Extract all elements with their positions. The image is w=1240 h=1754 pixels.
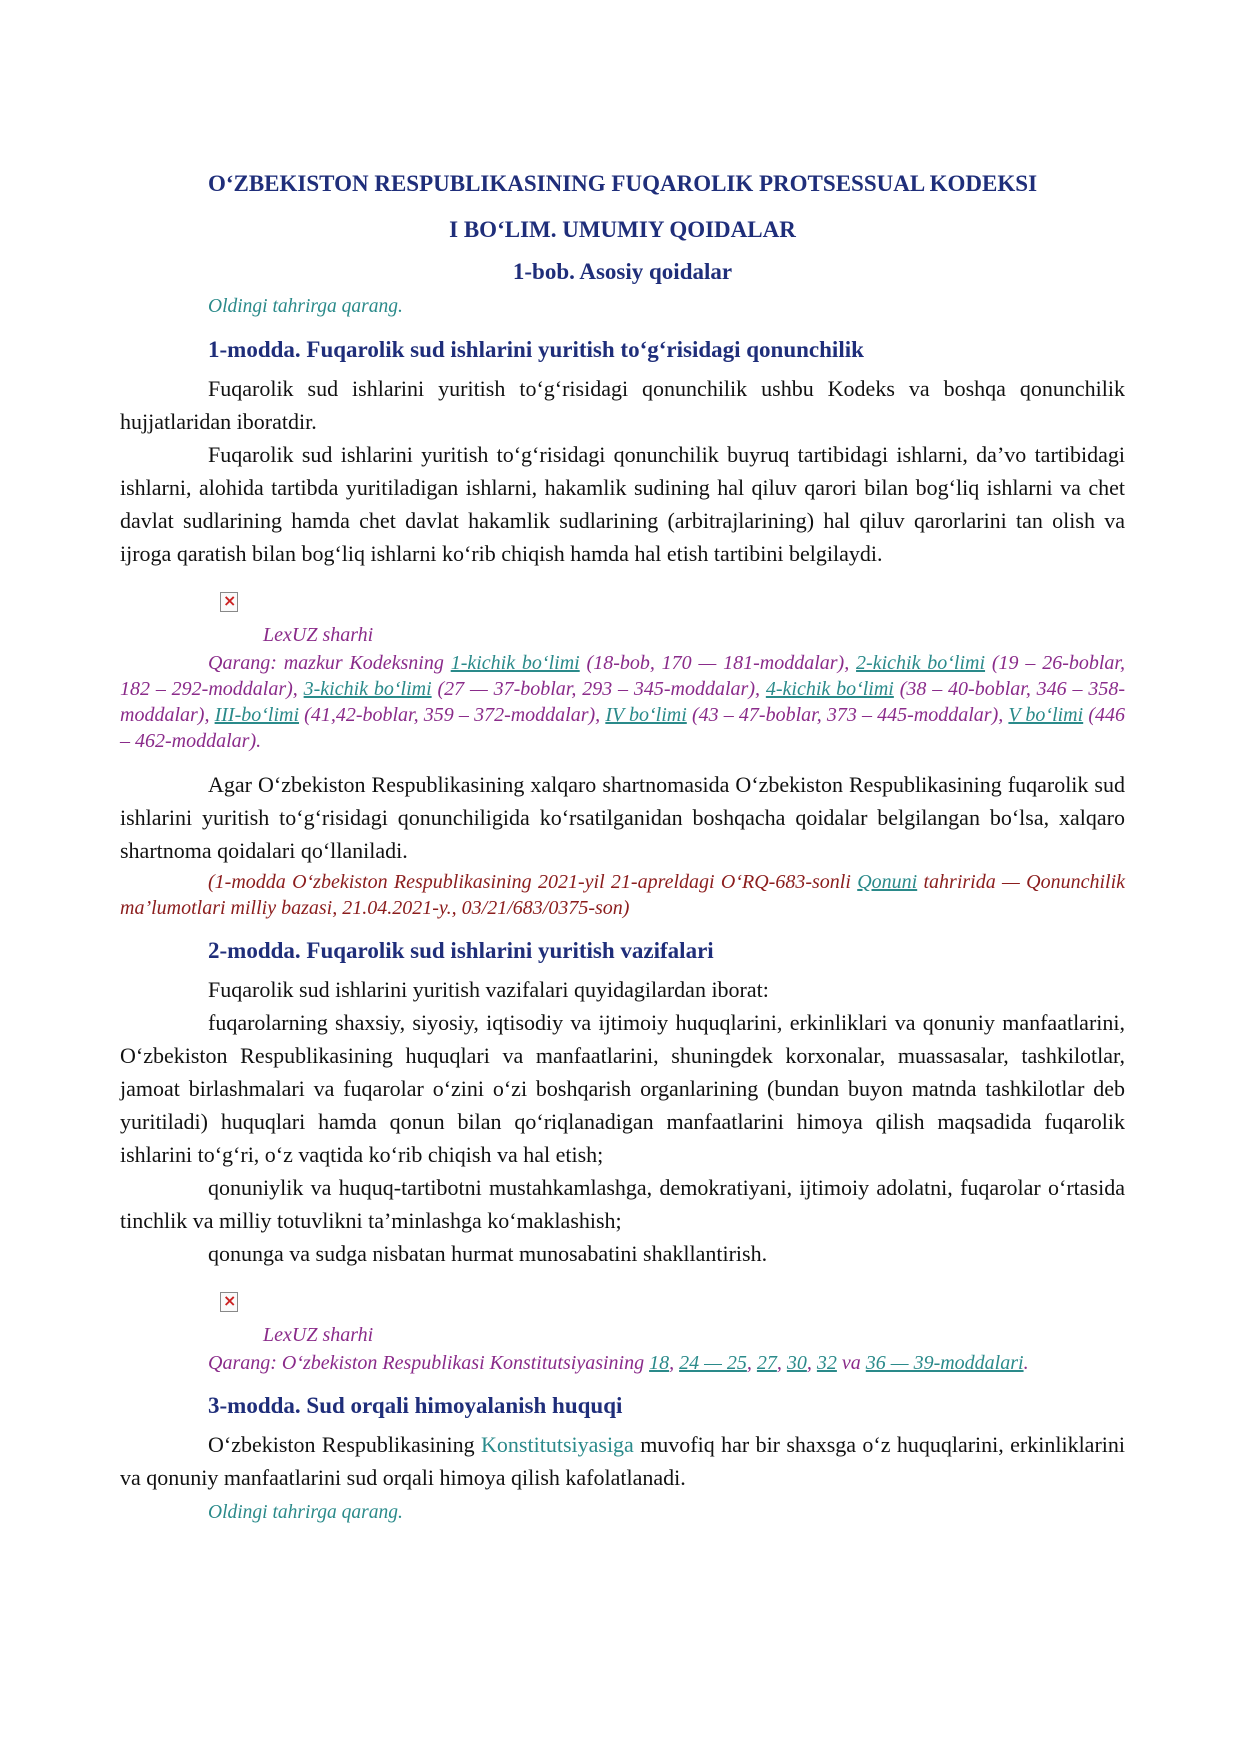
article-1-paragraph-1: Fuqarolik sud ishlarini yuritish to‘g‘risidagi qonunchilik ushbu Kodeks va boshqa qonunchilik hujjatlaridan iboratdir. xyxy=(120,376,1125,434)
link-articles-36-39[interactable]: 36 — 39-moddalari xyxy=(865,1352,1024,1374)
link-section-5[interactable]: V bo‘limi xyxy=(1008,704,1084,726)
section-title: I BO‘LIM. UMUMIY QOIDALAR xyxy=(449,217,796,242)
link-article-32[interactable]: 32 xyxy=(816,1352,837,1374)
broken-image-icon[interactable] xyxy=(220,592,238,612)
amend-text-part: (1-modda O‘zbekiston Respublikasining 2021-yil 21-apreldagi O‘RQ-683-sonli xyxy=(208,871,858,893)
see-text-part: , xyxy=(806,1352,817,1374)
see-text-part: , xyxy=(776,1352,787,1374)
link-article-18[interactable]: 18 xyxy=(649,1352,670,1374)
broken-image-icon[interactable] xyxy=(220,1292,238,1312)
see-text-part: (41,42-boblar, 359 – 372-moddalar), xyxy=(299,704,606,726)
commentary-title: LexUZ sharhi xyxy=(263,624,374,646)
previous-edition-link-2[interactable]: Oldingi tahrirga qarang. xyxy=(208,1502,403,1523)
article-3-paragraph-1 xyxy=(120,1428,1125,1494)
link-articles-24-25[interactable]: 24 — 25 xyxy=(679,1352,747,1374)
paragraph-text-part: muvofiq har bir shaxsga o‘z huquqlarini, erkinliklarini va qonuniy manfaatlarini sud orqali himoya qilish kafolatlanadi. xyxy=(120,1432,1125,1490)
article-3-title: 3-modda. Sud orqali himoyalanish huquqi xyxy=(208,1393,623,1418)
see-text-part: (19 – 26-boblar, 182 – 292-moddalar), xyxy=(120,652,1125,700)
lexuz-commentary-1 xyxy=(120,592,1125,754)
see-text-part: , xyxy=(746,1352,757,1374)
article-2-paragraph-2: fuqarolarning shaxsiy, siyosiy, iqtisodiy va ijtimoiy huquqlarini, erkinliklari va qonuniy manfaatlarini, O‘zbekiston Respublikasining huquqlari va manfaatlarini, shuningdek korxonalar, muassasalar, tashkilotlar, jamoat birlashmalari va fuqarolar o‘zini o‘zi boshqarish organlarining (bundan buyon matnda tashkilotlar deb yuritiladi) huquqlari hamda qonun bilan qo‘riqlanadigan manfaatlarini himoya qilish maqsadida fuqarolik ishlarini to‘g‘ri, o‘z vaqtida ko‘rib chiqish va hal etish; xyxy=(120,1010,1125,1167)
article-2-title: 2-modda. Fuqarolik sud ishlarini yuritish vazifalari xyxy=(208,938,714,963)
link-subsection-1[interactable]: 1-kichik bo‘limi xyxy=(450,652,580,674)
article-2-paragraph-1: Fuqarolik sud ishlarini yuritish vazifalari quyidagilardan iborat: xyxy=(208,977,769,1002)
see-text-part: . xyxy=(1023,1352,1029,1374)
commentary-see-text xyxy=(120,650,1125,754)
paragraph-text-part: O‘zbekiston Respublikasining xyxy=(208,1432,482,1457)
commentary-see-text xyxy=(120,1350,1125,1376)
see-text-part: Qarang: mazkur Kodeksning xyxy=(208,652,451,674)
commentary-title: LexUZ sharhi xyxy=(263,1324,374,1346)
document-title: O‘ZBEKISTON RESPUBLIKASINING FUQAROLIK PROTSESSUAL KODEKSI xyxy=(207,171,1038,196)
link-subsection-2[interactable]: 2-kichik bo‘limi xyxy=(856,652,986,674)
see-text-part: va xyxy=(836,1352,866,1374)
lexuz-commentary-2 xyxy=(120,1292,1125,1376)
see-text-part: (18-bob, 170 — 181-moddalar), xyxy=(579,652,857,674)
article-1-paragraph-3: Agar O‘zbekiston Respublikasining xalqaro shartnomasida O‘zbekiston Respublikasining fuqarolik sud ishlarini yuritish to‘g‘risidagi qonunchiligida ko‘rsatilganidan boshqacha qoidalar belgilangan bo‘lsa, xalqaro shartnoma qoidalari qo‘llaniladi. xyxy=(120,772,1125,863)
link-constitution[interactable]: Konstitutsiyasiga xyxy=(481,1432,634,1457)
see-text-part: (38 – 40-boblar, 346 – 358-moddalar), xyxy=(120,678,1125,726)
link-section-4[interactable]: IV bo‘limi xyxy=(605,704,687,726)
see-text-part: (43 – 47-boblar, 373 – 445-moddalar), xyxy=(686,704,1009,726)
article-1-title: 1-modda. Fuqarolik sud ishlarini yuritish to‘g‘risidagi qonunchilik xyxy=(208,337,864,362)
link-subsection-4[interactable]: 4-kichik bo‘limi xyxy=(765,678,894,700)
amend-text-part: tahririda — Qonunchilik ma’lumotlari milliy bazasi, 21.04.2021-y., 03/21/683/0375-son) xyxy=(120,871,1125,919)
see-text-part: (27 — 37-boblar, 293 – 345-moddalar), xyxy=(431,678,766,700)
article-2-paragraph-4: qonunga va sudga nisbatan hurmat munosabatini shakllantirish. xyxy=(208,1241,768,1266)
link-law[interactable]: Qonuni xyxy=(857,871,918,893)
link-article-27[interactable]: 27 xyxy=(756,1352,777,1374)
chapter-title: 1-bob. Asosiy qoidalar xyxy=(512,259,733,284)
article-1-paragraph-2: Fuqarolik sud ishlarini yuritish to‘g‘risidagi qonunchilik buyruq tartibidagi ishlarni, da’vo tartibidagi ishlarni, alohida tartibda yuritiladigan ishlarni, hakamlik sudining hal qiluv qarori bilan bog‘liq ishlarni va chet davlat sudlarining hamda chet davlat hakamlik sudlarining (arbitrajlarining) hal qiluv qarorlarini tan olish va ijroga qaratish bilan bog‘liq ishlarni ko‘rib chiqish hamda hal etish tartibini belgilaydi. xyxy=(120,442,1125,566)
article-2-paragraph-3: qonuniylik va huquq-tartibotni mustahkamlashga, demokratiyani, ijtimoiy adolatni, fuqarolar o‘rtasida tinchlik va milliy totuvlikni ta’minlashga ko‘maklashish; xyxy=(120,1175,1125,1233)
amendment-note xyxy=(120,869,1125,921)
see-text-part: , xyxy=(669,1352,680,1374)
link-section-3[interactable]: III-bo‘limi xyxy=(214,704,300,726)
previous-edition-link[interactable]: Oldingi tahrirga qarang. xyxy=(208,296,403,317)
link-article-30[interactable]: 30 xyxy=(786,1352,807,1374)
see-text-part: (446 – 462-moddalar). xyxy=(120,704,1125,752)
link-subsection-3[interactable]: 3-kichik bo‘limi xyxy=(303,678,432,700)
see-text-part: Qarang: O‘zbekiston Respublikasi Konstitutsiyasining xyxy=(208,1352,650,1374)
